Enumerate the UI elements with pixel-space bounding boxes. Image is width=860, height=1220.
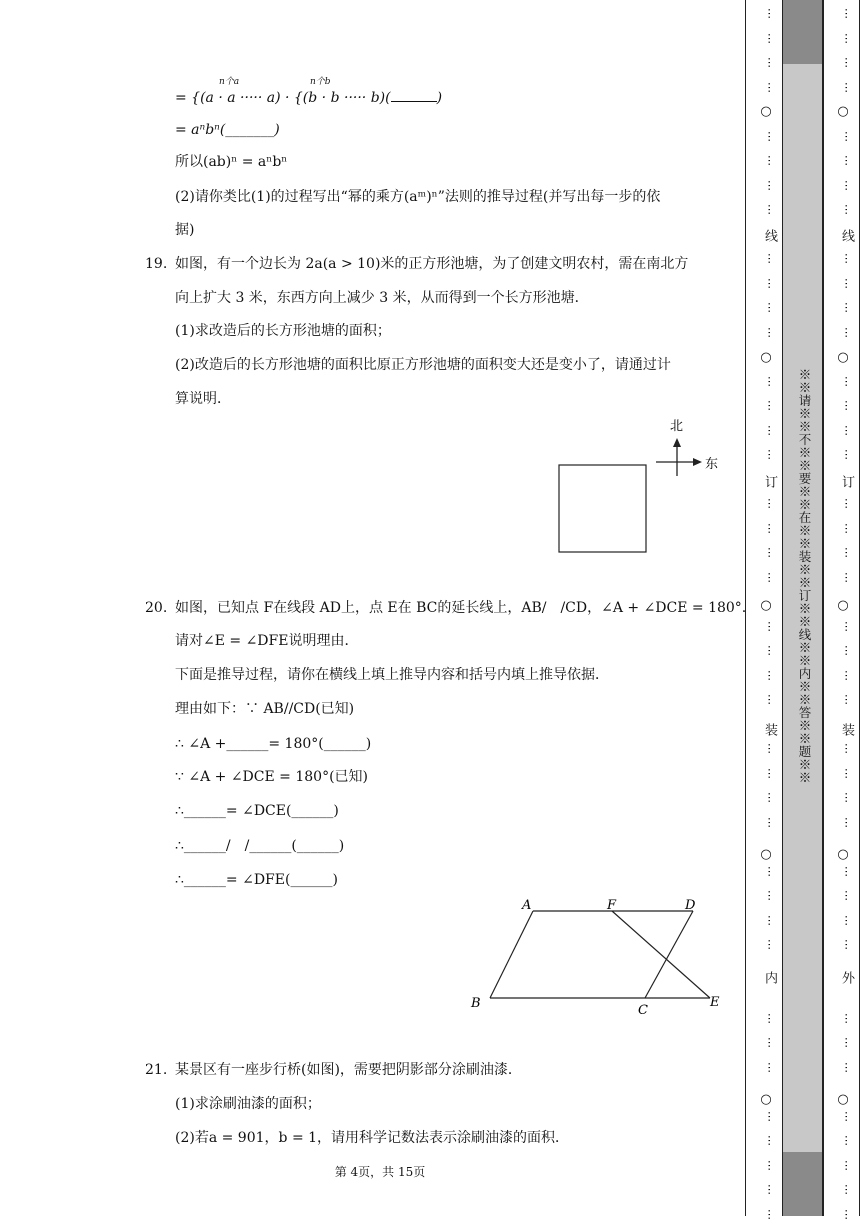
binding-dots: ⋯ (763, 400, 776, 411)
q18-line1-close: ) (436, 90, 443, 106)
binding-dots: ⋯ (840, 1208, 853, 1220)
binding-dots: ⋯ (763, 302, 776, 313)
square-pond (559, 465, 646, 552)
binding-dots: ⋯ (840, 400, 853, 411)
q20-step-1: 理由如下：∵ AB//CD(已知) (175, 701, 355, 717)
q20-step-6: ∴______= ∠DFE(______) (175, 872, 338, 888)
q18-conclusion: 所以(ab)ⁿ = aⁿbⁿ (175, 154, 288, 170)
binding-circle: ○ (760, 847, 772, 862)
q21-text-line-1: 某景区有一座步行桥(如图)，需要把阴影部分涂刷油漆． (175, 1062, 522, 1078)
compass-east-arrow (693, 458, 702, 466)
outer-binding-char-4: 内 (762, 971, 777, 984)
outer-binding-char-2: 订 (762, 475, 777, 488)
binding-dots: ⋯ (840, 571, 853, 583)
q20-step-3: ∵ ∠A + ∠DCE = 180°(已知) (175, 769, 368, 785)
label-B: B (471, 996, 481, 1011)
binding-circle: ○ (760, 598, 772, 613)
question-number-21: 21. (145, 1062, 168, 1078)
binding-circle: ○ (837, 350, 849, 365)
binding-dots: ⋯ (763, 179, 776, 191)
binding-dots: ⋯ (763, 1135, 776, 1146)
outer-binding-char-1: 线 (762, 229, 777, 242)
question-number-19: 19. (145, 256, 168, 272)
binding-dots: ⋯ (763, 767, 776, 779)
q20-geometry-figure (465, 893, 730, 1023)
binding-dots: ⋯ (763, 890, 776, 901)
blank-line (391, 101, 437, 102)
binding-dots: ⋯ (840, 645, 853, 656)
label-A: A (522, 898, 532, 913)
strip-top-dark-block (782, 0, 824, 64)
binding-dots: ⋯ (763, 326, 776, 338)
binding-dots: ⋯ (763, 81, 776, 93)
q20-text-line-3: 下面是推导过程，请你在横线上填上推导内容和括号内填上推导依据． (175, 667, 609, 683)
outer-binding-char-3: 装 (762, 723, 777, 736)
q18-derivation-line-1 (175, 88, 442, 108)
q18-derivation-line-1-text: = {(a · a ····· a) · {(b · b ····· b)( (175, 90, 391, 106)
binding-circle: ○ (837, 104, 849, 119)
binding-circle: ○ (760, 1092, 772, 1107)
q21-part1: (1)求涂刷油漆的面积； (175, 1096, 321, 1112)
binding-dots: ⋯ (763, 1012, 776, 1024)
binding-dots: ⋯ (840, 277, 853, 289)
binding-dots: ⋯ (840, 694, 853, 705)
binding-dots: ⋯ (840, 792, 853, 803)
binding-dots: ⋯ (840, 424, 853, 436)
binding-dots: ⋯ (763, 449, 776, 460)
q18-derivation-line-2: = aⁿbⁿ(_______) (175, 122, 280, 138)
binding-dots: ⋯ (763, 130, 776, 142)
binding-dots: ⋯ (840, 179, 853, 191)
north-label: 北 (670, 419, 684, 434)
binding-dots: ⋯ (763, 792, 776, 803)
binding-dots: ⋯ (763, 204, 776, 215)
compass-north-arrow (673, 438, 681, 447)
binding-dots: ⋯ (763, 1037, 776, 1048)
binding-dots: ⋯ (840, 767, 853, 779)
binding-dots: ⋯ (840, 620, 853, 632)
binding-dots: ⋯ (763, 571, 776, 583)
binding-dots: ⋯ (840, 1159, 853, 1171)
q19-part1: (1)求改造后的长方形池塘的面积； (175, 323, 391, 339)
binding-dots: ⋯ (840, 816, 853, 828)
binding-dots: ⋯ (840, 57, 853, 68)
binding-dots: ⋯ (763, 1110, 776, 1122)
binding-dots: ⋯ (840, 1012, 853, 1024)
binding-dots: ⋯ (840, 890, 853, 901)
question-number-20: 20. (145, 600, 168, 616)
binding-dots: ⋯ (763, 645, 776, 656)
q19-pond-figure (550, 410, 730, 560)
label-D: D (685, 898, 696, 913)
binding-dots: ⋯ (840, 375, 853, 387)
label-E: E (710, 995, 720, 1010)
binding-dots: ⋯ (840, 865, 853, 877)
binding-dots: ⋯ (840, 522, 853, 534)
binding-dots: ⋯ (763, 1061, 776, 1073)
binding-dots: ⋯ (763, 620, 776, 632)
binding-dots: ⋯ (840, 253, 853, 264)
binding-dots: ⋯ (763, 1159, 776, 1171)
binding-dots: ⋯ (840, 1184, 853, 1195)
label-F: F (607, 898, 617, 913)
inner-binding-char-1: 线 (839, 229, 854, 242)
binding-dots: ⋯ (840, 302, 853, 313)
q20-step-2: ∴ ∠A +______= 180°(______) (175, 736, 372, 752)
binding-dots: ⋯ (840, 81, 853, 93)
inner-binding-char-4: 外 (839, 971, 854, 984)
q19-text-line-2: 向上扩大 3 米，东西方向上减少 3 米，从而得到一个长方形池塘． (175, 290, 589, 306)
binding-dots: ⋯ (840, 130, 853, 142)
binding-circle: ○ (760, 104, 772, 119)
binding-dots: ⋯ (763, 32, 776, 44)
segment-DC (645, 911, 693, 998)
binding-dots: ⋯ (763, 253, 776, 264)
binding-dots: ⋯ (763, 498, 776, 509)
binding-circle: ○ (837, 847, 849, 862)
q18-part2-line-2: 据) (175, 222, 195, 238)
inner-binding-char-3: 装 (839, 723, 854, 736)
q20-text-line-2: 请对∠E = ∠DFE说明理由． (175, 633, 359, 649)
binding-dots: ⋯ (763, 914, 776, 926)
binding-dots: ⋯ (840, 449, 853, 460)
binding-dots: ⋯ (763, 547, 776, 558)
binding-dots: ⋯ (763, 522, 776, 534)
binding-dots: ⋯ (763, 155, 776, 166)
binding-dots: ⋯ (763, 8, 776, 19)
east-label: 东 (705, 457, 719, 472)
q19-part2-line-2: 算说明． (175, 391, 231, 407)
binding-dots: ⋯ (840, 547, 853, 558)
strip-bottom-dark-block (782, 1152, 824, 1216)
inner-binding-char-2: 订 (839, 475, 854, 488)
q20-text-line-1: 如图，已知点 F在线段 AD上，点 E在 BC的延长线上，AB/ /CD，∠A + ∠DCE = 180°. (175, 600, 747, 616)
binding-circle: ○ (760, 350, 772, 365)
q21-part2: (2)若a = 901，b = 1，请用科学记数法表示涂刷油漆的面积． (175, 1130, 570, 1146)
binding-dots: ⋯ (763, 277, 776, 289)
binding-dots: ⋯ (840, 1135, 853, 1146)
binding-dots: ⋯ (763, 939, 776, 950)
q19-part2-line-1: (2)改造后的长方形池塘的面积比原正方形池塘的面积变大还是变小了，请通过计 (175, 357, 671, 373)
binding-dots: ⋯ (840, 326, 853, 338)
binding-dots: ⋯ (840, 8, 853, 19)
binding-dots: ⋯ (840, 939, 853, 950)
segment-AB (490, 911, 533, 998)
q19-text-line-1: 如图，有一个边长为 2a(a > 10)米的正方形池塘，为了创建文明农村，需在南北方 (175, 256, 689, 272)
binding-dots: ⋯ (840, 1061, 853, 1073)
binding-dots: ⋯ (763, 57, 776, 68)
q20-step-4: ∴______= ∠DCE(______) (175, 803, 339, 819)
binding-dots: ⋯ (763, 1208, 776, 1220)
do-not-answer-notice: ※※请※※不※※要※※在※※装※※订※※线※※内※※答※※题※※ (797, 368, 812, 784)
page-footer: 第 4页，共 15页 (334, 1165, 426, 1179)
binding-dots: ⋯ (763, 694, 776, 705)
binding-circle: ○ (837, 1092, 849, 1107)
binding-dots: ⋯ (840, 669, 853, 681)
label-C: C (638, 1003, 648, 1018)
binding-dots: ⋯ (763, 816, 776, 828)
binding-dots: ⋯ (840, 743, 853, 754)
q18-part2-line-1: (2)请你类比(1)的过程写出“幂的乘方(aᵐ)ⁿ”法则的推导过程(并写出每一步的依 (175, 189, 661, 205)
q20-step-5: ∴______/ /______(______) (175, 838, 345, 854)
segment-FE (612, 911, 710, 998)
superscript-n-b: n个b (310, 77, 331, 87)
binding-dots: ⋯ (840, 1037, 853, 1048)
binding-dots: ⋯ (763, 743, 776, 754)
binding-dots: ⋯ (763, 865, 776, 877)
binding-dots: ⋯ (840, 32, 853, 44)
binding-dots: ⋯ (763, 375, 776, 387)
superscript-n-a: n个a (219, 77, 240, 87)
binding-dots: ⋯ (763, 669, 776, 681)
binding-dots: ⋯ (840, 498, 853, 509)
binding-dots: ⋯ (840, 1110, 853, 1122)
binding-dots: ⋯ (763, 424, 776, 436)
binding-dots: ⋯ (763, 1184, 776, 1195)
binding-dots: ⋯ (840, 914, 853, 926)
binding-dots: ⋯ (840, 204, 853, 215)
binding-dots: ⋯ (840, 155, 853, 166)
binding-circle: ○ (837, 598, 849, 613)
